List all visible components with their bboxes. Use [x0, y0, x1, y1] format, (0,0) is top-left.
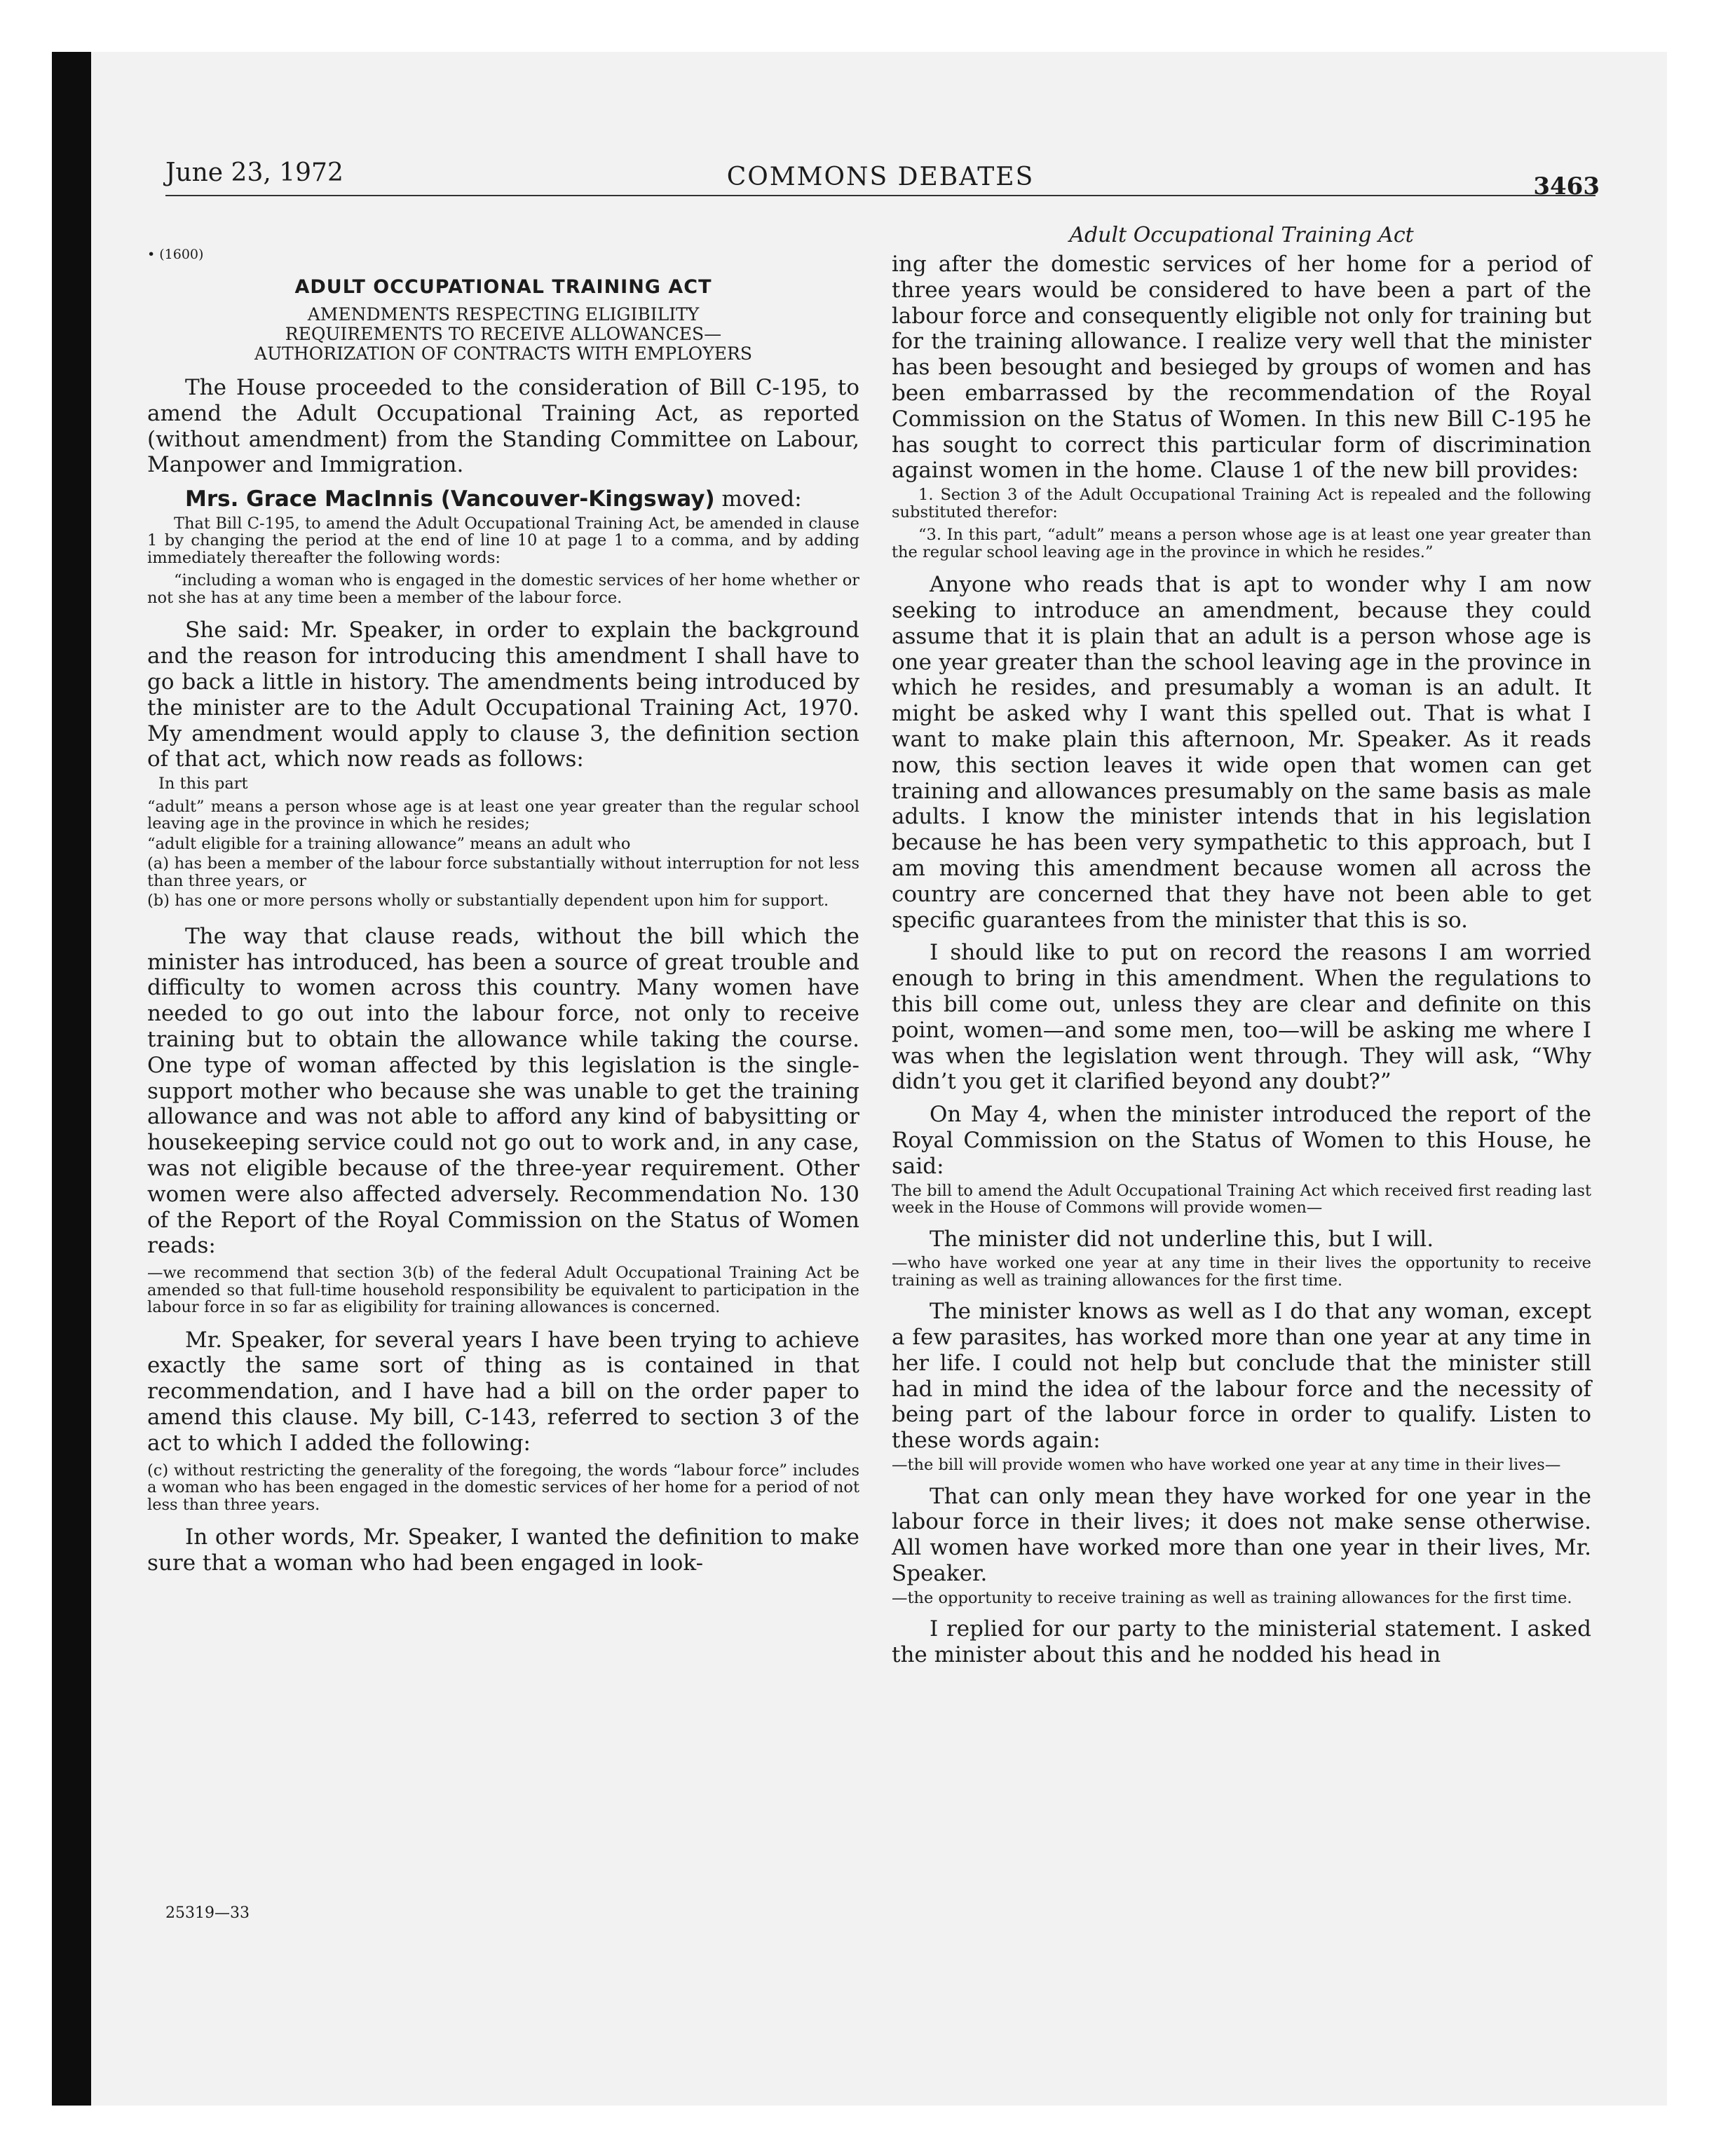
paragraph: Mr. Speaker, for several years I have been trying to achieve exactly the same sort of thing as is contained in that recommendation, and I have had a bill on the order paper to amend this clause. My bill, C-143, referred to section 3 of the act to which I added the following: — [147, 1327, 859, 1456]
paragraph: I should like to put on record the reasons I am worried enough to bring in this amendment. When the regulations to this bill come out, unless they are clear and definite on this point, women—and some men, too—will be asking me where I was when the legislation went through. They will ask, “Why didn’t you get it clarified beyond any doubt?” — [892, 940, 1591, 1095]
quoted-text: In this part — [158, 775, 248, 793]
scan-edge-bar — [52, 52, 91, 2106]
footer-code: 25319—33 — [165, 1904, 250, 1922]
quoted-motion-text: “including a woman who is engaged in the domestic services of her home whether or not she has at any time been a member of the labour force. — [147, 571, 859, 607]
paragraph: I replied for our party to the ministerial statement. I asked the minister about this and he nodded his head in — [892, 1616, 1591, 1668]
left-column — [147, 247, 859, 1576]
speaker-name: Mrs. Grace MacInnis (Vancouver-Kingsway) — [185, 486, 715, 512]
page-header — [165, 158, 1600, 200]
speaker-line — [147, 486, 859, 512]
paragraph: ing after the domestic services of her home for a period of three years would be considered to have been a part of the labour force and consequently eligible not only for training but for the training allowance. I realize very well that the minister has been besought and besieged by groups of women and has been embarrassed by the recommendation of the Royal Commission on the Status of Women. In this new Bill C-195 he has sought to correct this particular form of discrimination against women in the home. Clause 1 of the new bill provides: — [892, 252, 1591, 484]
quoted-text: —the opportunity to receive training as well as training allowances for the first time. — [892, 1588, 1572, 1607]
quoted-text: 1. Section 3 of the Adult Occupational Training Act is repealed and the following substituted therefor: — [892, 486, 1591, 521]
time-marker: • (1600) — [147, 247, 204, 262]
quoted-motion: That Bill C-195, to amend the Adult Occupational Training Act, be amended in clause 1 by changing the period at the end of line 10 at page 1 to a comma, and by adding immediately thereafter the following words: — [147, 514, 859, 567]
paragraph: She said: Mr. Speaker, in order to explain the background and the reason for introducing this amendment I shall have to go back a little in history. The amendments being introduced by the minister are to the Adult Occupational Training Act, 1970. My amendment would apply to clause 3, the definition section of that act, which now reads as follows: — [147, 618, 859, 772]
quoted-text: (c) without restricting the generality of the foregoing, the words “labour force” includes a woman who has been engaged in the domestic services of her home for a period of not less than three years. — [147, 1461, 859, 1514]
paragraph: The way that clause reads, without the bill which the minister has introduced, has been a source of great trouble and difficulty to women across this country. Many women have needed to go out into the labour force, not only to receive training but to obtain the allowance while taking the course. One type of woman affected by this legislation is the single-support mother who because she was unable to get the training allowance and was not able to afford any kind of babysitting or housekeeping service could not go out to work and, in any case, was not eligible because of the three-year requirement. Other women were also affected adversely. Recommendation No. 130 of the Report of the Royal Commission on the Status of Women reads: — [147, 923, 859, 1259]
quoted-text: —we recommend that section 3(b) of the federal Adult Occupational Training Act be amended so that full-time household responsibility be equivalent to participation in the labour force in so far as eligibility for training allowances is concerned. — [147, 1264, 859, 1317]
paragraph: Anyone who reads that is apt to wonder why I am now seeking to introduce an amendment, because they could assume that it is plain that an adult is a person whose age is one year greater than the school leaving age in the province in which he resides, and presumably a woman is an adult. It might be asked why I want this spelled out. That is what I want to make plain this afternoon, Mr. Speaker. As it reads now, this section leaves it wide open that women can get training and allowances presumably on the same basis as male adults. I know the minister intends that in his legislation because he has been very sympathetic to this approach, but I am moving this amendment because women all across the country are concerned that they have not been able to get specific guarantees from the minister that this is so. — [892, 572, 1591, 933]
subheading-line-2: REQUIREMENTS TO RECEIVE ALLOWANCES— — [285, 324, 722, 344]
paragraph: That can only mean they have worked for one year in the labour force in their lives; it does not make sense otherwise. All women have worked more than one year in their lives, Mr. Speaker. — [892, 1483, 1591, 1586]
paragraph: The minister knows as well as I do that any woman, except a few parasites, has worked more than one year at any time in her life. I could not help but conclude that the minister still had in mind the idea of the labour force and the necessity of being part of the labour force in order to qualify. Listen to these words again: — [892, 1299, 1591, 1454]
quoted-text: (a) has been a member of the labour force substantially without interruption for not less than three years, or — [147, 854, 859, 890]
subheading-line-1: AMENDMENTS RESPECTING ELIGIBILITY — [307, 304, 700, 325]
paragraph: On May 4, when the minister introduced the report of the Royal Commission on the Status of Women to this House, he said: — [892, 1102, 1591, 1179]
quoted-text: “adult eligible for a training allowance” means an adult who — [147, 834, 631, 853]
paragraph: The minister did not underline this, but I will. — [930, 1226, 1434, 1252]
running-head: Adult Occupational Training Act — [1069, 223, 1414, 247]
subheading-line-3: AUTHORIZATION OF CONTRACTS WITH EMPLOYERS — [254, 343, 752, 364]
quoted-text: The bill to amend the Adult Occupational Training Act which received first reading last week in the House of Commons will provide women— — [892, 1181, 1591, 1217]
header-date: June 23, 1972 — [165, 158, 343, 187]
paragraph: The House proceeded to the consideration of Bill C-195, to amend the Adult Occupational Training Act, as reported (without amendment) from the Standing Committee on Labour, Manpower and Immigration. — [147, 375, 859, 478]
header-title: COMMONS DEBATES — [726, 163, 1035, 191]
page-number: 3463 — [1533, 172, 1600, 200]
quoted-text: —who have worked one year at any time in their lives the opportunity to receive training as well as training allowances for the first time. — [892, 1254, 1591, 1290]
speaker-action: moved: — [714, 486, 802, 512]
header-rule — [165, 195, 1595, 196]
section-heading: ADULT OCCUPATIONAL TRAINING ACT — [294, 276, 712, 298]
quoted-text: “3. In this part, “adult” means a person whose age is at least one year greater than the regular school leaving age in the province in which he resides.” — [892, 526, 1591, 561]
quoted-text: “adult” means a person whose age is at least one year greater than the regular school leaving age in the province in which he resides; — [147, 797, 859, 833]
quoted-text: (b) has one or more persons wholly or substantially dependent upon him for support. — [147, 892, 829, 910]
right-column — [892, 223, 1591, 1668]
paragraph: In other words, Mr. Speaker, I wanted the definition to make sure that a woman who had been engaged in look- — [147, 1524, 859, 1576]
quoted-text: —the bill will provide women who have worked one year at any time in their lives— — [892, 1456, 1561, 1475]
